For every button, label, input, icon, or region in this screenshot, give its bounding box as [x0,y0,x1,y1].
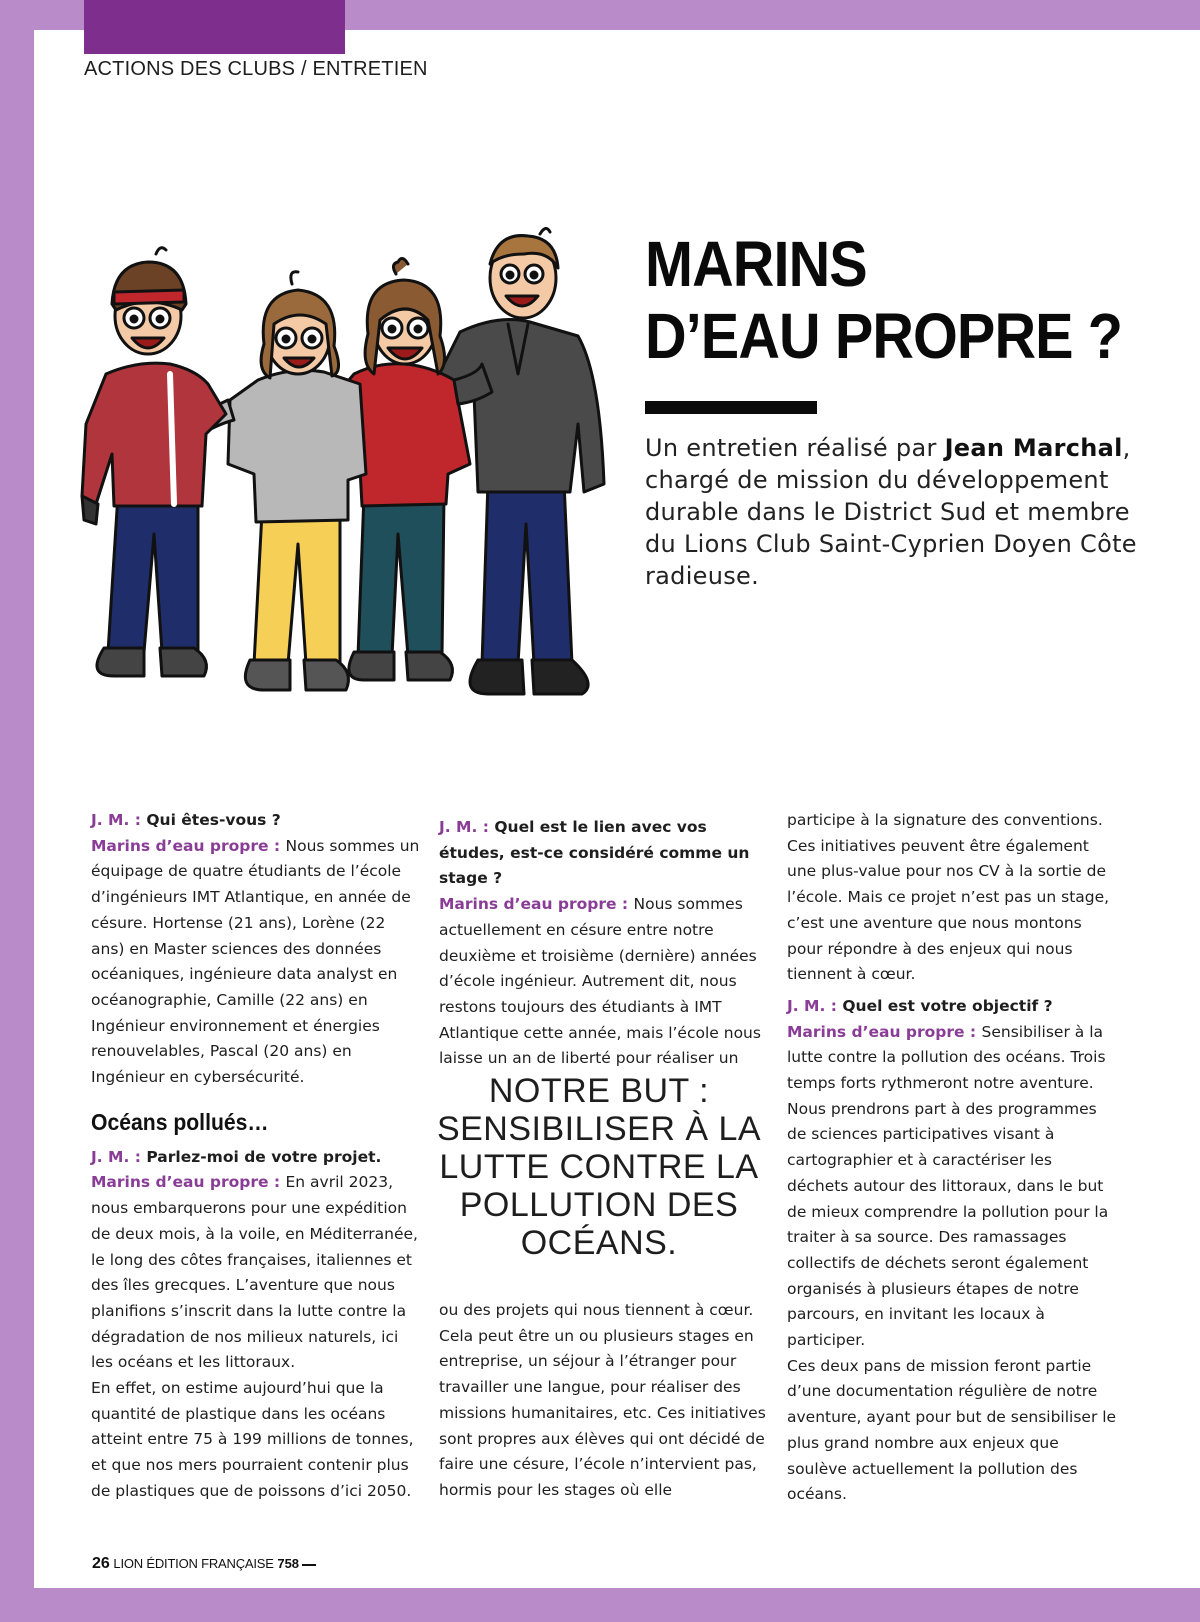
text-column-3 [787,808,1117,1508]
answer-2 [91,1170,421,1376]
question-3 [439,815,769,892]
answer-label: Marins d’eau propre : [91,836,286,855]
answer-3-end: participe à la signature des conventions. Ces initiatives peuvent être également une plus-value pour nos CV à la sortie de l’école. Mais ce projet n’est pas un stage, c’est une aventure que nous montons pour répondre à des enjeux qui nous tiennent à cœur. [787,811,1110,984]
answer-text: Sensibiliser à la lutte contre la pollution des océans. Trois temps forts rythmeront notre aventure. Nous prendrons part à des programmes de sciences participatives visant à cartographier et à caractériser les déchets autour des littoraux, dans le but de mieux comprendre la pollution pour la traiter à sa source. Des ramassages collectifs de déchets seront également organisés à plusieurs étapes de notre parcours, en invitant les locaux à participer. [787,1022,1109,1350]
student-1 [82,248,226,676]
student-2 [190,272,366,690]
text-column-1 [91,808,421,1505]
answer-1 [91,834,421,1091]
text-column-2 [439,815,769,1072]
intro-author: Jean Marchal [944,434,1123,462]
subheading: Océans pollués… [91,1108,269,1135]
answer-2-paragraph: En effet, on estime aujourd’hui que la quantité de plastique dans les océans atteint entre 75 à 199 millions de tonnes, et que nos mers pourraient contenir plus de plastiques que de poissons d’ici 2050. [91,1379,414,1500]
page-footer [92,1555,316,1573]
article-intro [645,432,1145,592]
answer-4 [787,1020,1117,1354]
title-rule [645,401,817,414]
question-1 [91,808,421,834]
title-line-1: MARINS [645,228,867,300]
title-line-2: D’EAU PROPRE ? [645,300,1123,372]
question-label: J. M. : [91,811,147,829]
answer-4-paragraph: Ces deux pans de mission feront partie d’une documentation régulière de notre aventure, ayant pour but de sensibiliser le plus grand nombre aux enjeux que soulève actuellement la pollution des océans. [787,1356,1117,1504]
magazine-name: LION ÉDITION FRANÇAISE [113,1556,274,1571]
issue-number: 758 [277,1556,300,1571]
question-label: J. M. : [91,1147,147,1166]
intro-text-end: , chargé de mission du développement durable dans le District Sud et membre du Lions Club Saint-Cyprien Doyen Côte radieuse. [645,434,1137,590]
question-text: Quel est le lien avec vos études, est-ce considéré comme un stage ? [439,818,750,888]
question-label: J. M. : [787,996,843,1015]
question-text: Qui êtes-vous ? [146,811,281,829]
pull-quote: NOTRE BUT : SENSIBILISER À LA LUTTE CONTRE LA POLLUTION DES OCÉANS. [436,1072,762,1262]
question-text: Quel est votre objectif ? [842,996,1053,1015]
answer-label: Marins d’eau propre : [439,895,634,914]
question-label: J. M. : [439,818,495,836]
answer-text: En avril 2023, nous embarquerons pour une expédition de deux mois, à la voile, en Méditerranée, le long des côtes françaises, italiennes et des îles grecques. L’aventure que nous planifions s’inscrit dans la lutte contre la dégradation de nos milieux naturels, ici les océans et les littoraux. [91,1173,418,1372]
answer-3 [439,892,769,1072]
students-illustration [78,224,618,710]
answer-label: Marins d’eau propre : [91,1173,286,1192]
question-2 [91,1145,421,1171]
question-4 [787,994,1117,1020]
section-label: ACTIONS DES CLUBS / ENTRETIEN [84,58,428,80]
answer-label: Marins d’eau propre : [787,1022,982,1041]
answer-text: Nous sommes actuellement en césure entre notre deuxième et troisième (dernière) années d’école ingénieur. Autrement dit, nous restons toujours des étudiants à IMT Atlantique cette année, mais l’école nous laisse un an de liberté pour réaliser un [439,895,761,1068]
intro-text: Un entretien réalisé par [645,434,945,462]
text-column-2-continued [439,1298,769,1504]
answer-text: Nous sommes un équipage de quatre étudiants de l’école d’ingénieurs IMT Atlantique, en année de césure. Hortense (21 ans), Lorène (22 ans) en Master sciences des données océaniques, ingénieure data analyst en océanographie, Camille (22 ans) en Ingénieur environnement et énergies renouvelables, Pascal (20 ans) en Ingénieur en cybersécurité. [91,836,420,1087]
answer-3-continued: ou des projets qui nous tiennent à cœur. Cela peut être un ou plusieurs stages en entreprise, un séjour à l’étranger pour travailler une langue, pour réaliser des missions humanitaires, etc. Ces initiatives sont propres aux élèves qui ont décidé de faire une césure, l’école n’intervient pas, hormis pour les stages où elle [439,1301,766,1499]
article-title [645,228,1122,372]
page-number: 26 [92,1555,110,1572]
question-text: Parlez-moi de votre projet. [146,1147,382,1166]
section-tab [84,0,345,54]
footer-dash [302,1564,316,1566]
